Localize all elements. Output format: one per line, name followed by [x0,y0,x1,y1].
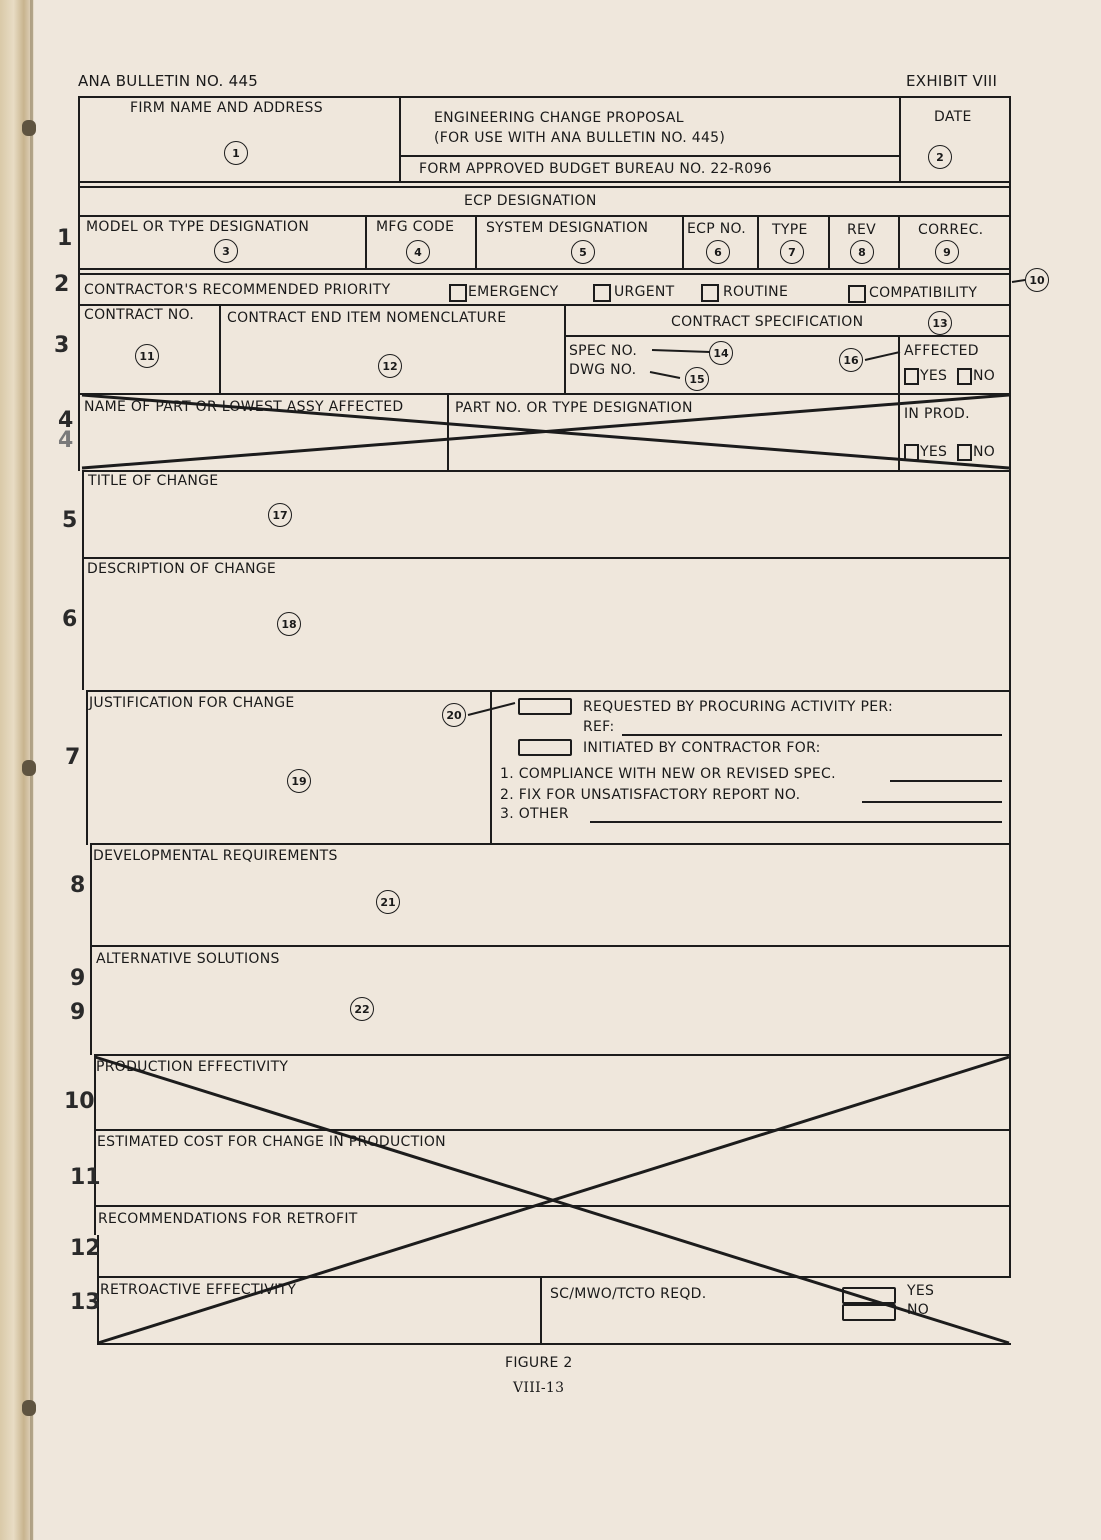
callout-18: 18 [277,612,301,636]
in-prod-no-checkbox[interactable] [957,444,972,461]
callout-10: 10 [1025,268,1049,292]
contract-no-label: CONTRACT NO. [84,307,195,323]
other-input-line[interactable] [590,821,1002,823]
callout-13: 13 [928,311,952,335]
row-number: 6 [62,607,78,632]
initiated-checkbox[interactable] [518,739,572,756]
developmental-requirements-label: DEVELOPMENTAL REQUIREMENTS [93,848,338,864]
emergency-label: EMERGENCY [468,284,559,300]
bulletin-number: ANA BULLETIN NO. 445 [78,72,259,90]
part-no-label: PART NO. OR TYPE DESIGNATION [455,400,693,416]
requested-checkbox[interactable] [518,698,572,715]
report-no-input-line[interactable] [862,801,1002,803]
alternative-solutions-label: ALTERNATIVE SOLUTIONS [96,951,280,967]
mfg-code-label: MFG CODE [376,219,455,235]
row-number: 10 [64,1089,95,1114]
callout-8: 8 [850,240,874,264]
system-designation-label: SYSTEM DESIGNATION [486,220,649,236]
sc-no-checkbox[interactable] [842,1304,896,1321]
form-title: ENGINEERING CHANGE PROPOSAL [434,110,684,126]
row-number: 11 [70,1165,101,1190]
callout-12: 12 [378,354,402,378]
callout-3: 3 [214,239,238,263]
callout-11: 11 [135,344,159,368]
callout-16: 16 [839,348,863,372]
routine-label: ROUTINE [723,284,789,300]
callout-pointer [652,350,710,352]
callout-7: 7 [780,240,804,264]
callout-19: 19 [287,769,311,793]
title-of-change-label: TITLE OF CHANGE [88,473,219,489]
date-label: DATE [934,109,972,125]
figure-caption: FIGURE 2 [505,1355,573,1371]
part-name-label: NAME OF PART OR LOWEST ASSY AFFECTED [84,399,404,415]
dwg-no-label: DWG NO. [569,362,637,378]
in-prod-yes-label: YES [920,444,948,460]
type-label: TYPE [772,222,808,238]
affected-yes-label: YES [920,368,948,384]
row-number: 7 [65,745,81,770]
sc-yes-label: YES [907,1283,935,1299]
requested-label: REQUESTED BY PROCURING ACTIVITY PER: [583,699,894,715]
spec-no-label: SPEC NO. [569,343,638,359]
compatibility-label: COMPATIBILITY [869,285,978,301]
callout-9: 9 [935,240,959,264]
form-subtitle: (FOR USE WITH ANA BULLETIN NO. 445) [434,130,726,146]
row-number: 13 [70,1290,101,1315]
row-number: 8 [70,873,86,898]
retroactive-effectivity-label: RETROACTIVE EFFECTIVITY [100,1282,297,1298]
callout-5: 5 [571,240,595,264]
option-fix-report: 2. FIX FOR UNSATISFACTORY REPORT NO. [500,787,801,803]
affected-label: AFFECTED [904,343,979,359]
routine-checkbox[interactable] [701,284,719,302]
callout-1: 1 [224,141,248,165]
row-number: 12 [70,1236,101,1261]
callout-pointer [468,703,515,715]
in-prod-yes-checkbox[interactable] [904,444,919,461]
firm-name-label: FIRM NAME AND ADDRESS [130,100,323,116]
row-number: 4 [58,428,74,453]
priority-label: CONTRACTOR'S RECOMMENDED PRIORITY [84,282,391,298]
ecp-designation-label: ECP DESIGNATION [464,193,597,209]
callout-6: 6 [706,240,730,264]
sc-yes-checkbox[interactable] [842,1287,896,1304]
affected-no-checkbox[interactable] [957,368,972,385]
compatibility-checkbox[interactable] [848,285,866,303]
justification-label: JUSTIFICATION FOR CHANGE [89,695,295,711]
rev-label: REV [847,222,877,238]
in-prod-label: IN PROD. [904,406,970,422]
row-number: 1 [57,226,73,251]
row-number: 4 [58,408,74,433]
page-number: VIII-13 [513,1380,565,1396]
end-item-label: CONTRACT END ITEM NOMENCLATURE [227,310,507,326]
callout-20: 20 [442,703,466,727]
option-other: 3. OTHER [500,806,569,822]
ref-label: REF: [583,719,615,735]
sc-no-label: NO [907,1302,930,1318]
callout-4: 4 [406,240,430,264]
callout-pointer [1012,280,1025,282]
row-number: 3 [54,333,70,358]
urgent-label: URGENT [614,284,675,300]
callout-14: 14 [709,341,733,365]
estimated-cost-label: ESTIMATED COST FOR CHANGE IN PRODUCTION [97,1134,446,1150]
callout-2: 2 [928,145,952,169]
description-of-change-label: DESCRIPTION OF CHANGE [87,561,277,577]
production-effectivity-label: PRODUCTION EFFECTIVITY [96,1059,289,1075]
callout-pointer [865,352,900,360]
row-number: 2 [54,272,70,297]
retrofit-label: RECOMMENDATIONS FOR RETROFIT [98,1211,358,1227]
callout-22: 22 [350,997,374,1021]
urgent-checkbox[interactable] [593,284,611,302]
affected-yes-checkbox[interactable] [904,368,919,385]
initiated-label: INITIATED BY CONTRACTOR FOR: [583,740,821,756]
row-number: 9 [70,966,86,991]
form-approval: FORM APPROVED BUDGET BUREAU NO. 22-R096 [419,161,772,177]
emergency-checkbox[interactable] [449,284,467,302]
compliance-input-line[interactable] [890,780,1002,782]
callout-21: 21 [376,890,400,914]
in-prod-no-label: NO [973,444,996,460]
affected-no-label: NO [973,368,996,384]
callout-15: 15 [685,367,709,391]
ref-input-line[interactable] [622,734,1002,736]
callout-17: 17 [268,503,292,527]
contract-spec-label: CONTRACT SPECIFICATION [671,314,864,330]
row-number: 9 [70,1000,86,1025]
callout-pointer [650,372,680,378]
ecp-no-label: ECP NO. [687,221,746,237]
correc-label: CORREC. [918,222,984,238]
sc-mwo-tcto-label: SC/MWO/TCTO REQD. [550,1286,707,1302]
option-compliance: 1. COMPLIANCE WITH NEW OR REVISED SPEC. [500,766,836,782]
model-type-label: MODEL OR TYPE DESIGNATION [86,219,310,235]
row-number: 5 [62,508,78,533]
exhibit-label: EXHIBIT VIII [906,72,998,90]
